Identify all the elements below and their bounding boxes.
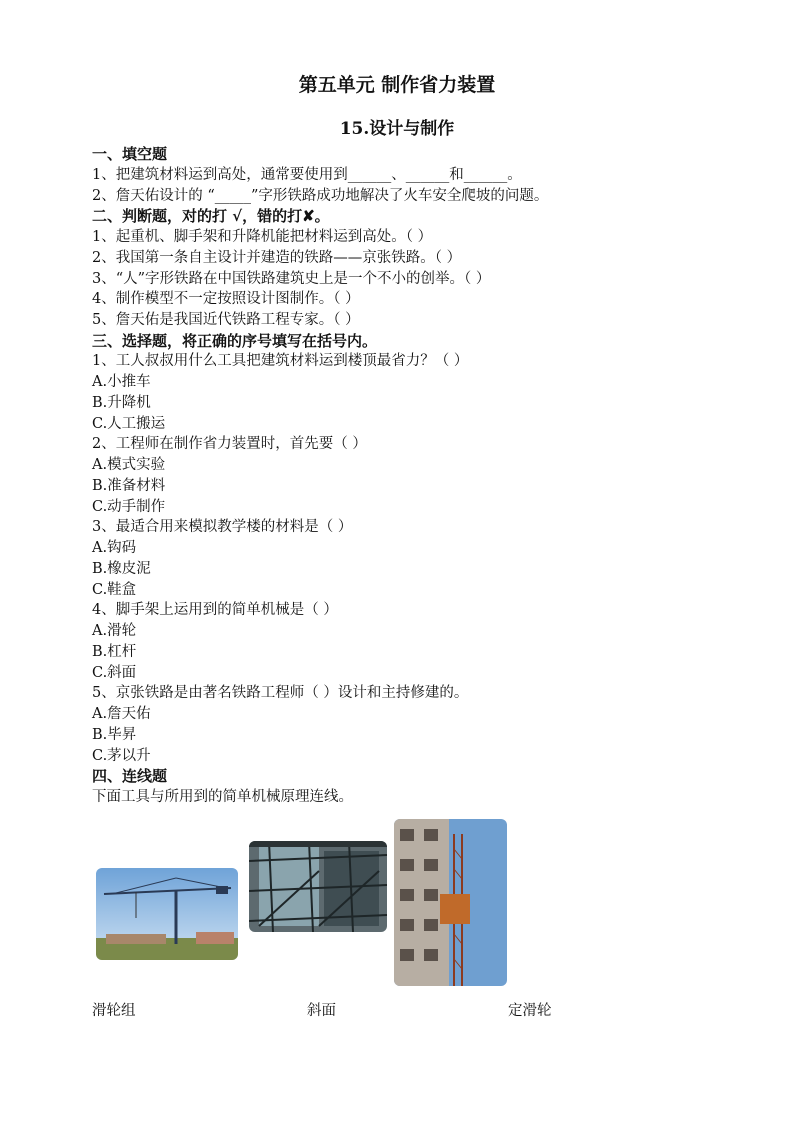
option-line: C.人工搬运 — [92, 416, 166, 432]
question-line: 2、工程师在制作省力装置时，首先要（ ） — [92, 436, 367, 452]
question-line: 5、詹天佑是我国近代铁路工程专家。（ ） — [92, 312, 360, 328]
option-line: C.鞋盒 — [92, 582, 137, 598]
question-line: 2、我国第一条自主设计并建造的铁路——京张铁路。（ ） — [92, 250, 462, 266]
option-line: A.钩码 — [92, 540, 137, 556]
instruction-line: 下面工具与所用到的简单机械原理连线。 — [92, 789, 353, 805]
question-line: 1、起重机、脚手架和升降机能把材料运到高处。（ ） — [92, 229, 433, 245]
question-line: 1、工人叔叔用什么工具把建筑材料运到楼顶最省力？（ ） — [92, 353, 469, 369]
question-line: 4、制作模型不一定按照设计图制作。（ ） — [92, 291, 360, 307]
option-line: B.橡皮泥 — [92, 561, 151, 577]
option-line: A.模式实验 — [92, 457, 166, 473]
tower-crane-image — [96, 868, 238, 960]
option-line: A.滑轮 — [92, 623, 137, 639]
question-line: 5、京张铁路是由著名铁路工程师（ ）设计和主持修建的。 — [92, 685, 469, 701]
option-line: C.动手制作 — [92, 499, 166, 515]
option-line: B.杠杆 — [92, 644, 137, 660]
option-line: A.小推车 — [92, 374, 151, 390]
question-line: 1、把建筑材料运到高处，通常要使用到______、______和______。 — [92, 167, 522, 183]
section-heading-judge: 二、判断题，对的打 √，错的打✘。 — [92, 207, 330, 225]
option-line: C.斜面 — [92, 665, 137, 681]
option-line: B.升降机 — [92, 395, 151, 411]
page-title: 第五单元 制作省力装置 — [298, 74, 496, 96]
lesson-title: 15.设计与制作 — [339, 119, 455, 139]
question-line: 2、詹天佑设计的 “_____”字形铁路成功地解决了火车安全爬坡的问题。 — [92, 188, 549, 204]
label-inclined-plane: 斜面 — [307, 1003, 336, 1019]
question-line: 3、“人”字形铁路在中国铁路建筑史上是一个不小的创举。（ ） — [92, 271, 491, 287]
label-pulley-block: 滑轮组 — [92, 1003, 136, 1019]
option-line: C.茅以升 — [92, 748, 151, 764]
question-line: 3、最适合用来模拟教学楼的材料是（ ） — [92, 519, 353, 535]
question-line: 4、脚手架上运用到的简单机械是（ ） — [92, 602, 338, 618]
section-heading-fill: 一、填空题 — [92, 145, 168, 163]
option-line: B.毕昇 — [92, 727, 137, 743]
option-line: B.准备材料 — [92, 478, 166, 494]
label-fixed-pulley: 定滑轮 — [508, 1003, 552, 1019]
scaffolding-image — [249, 841, 387, 932]
section-heading-match: 四、连线题 — [92, 767, 168, 785]
section-heading-choice: 三、选择题，将正确的序号填写在括号内。 — [92, 332, 378, 350]
option-line: A.詹天佑 — [92, 706, 151, 722]
construction-elevator-image — [394, 819, 507, 986]
